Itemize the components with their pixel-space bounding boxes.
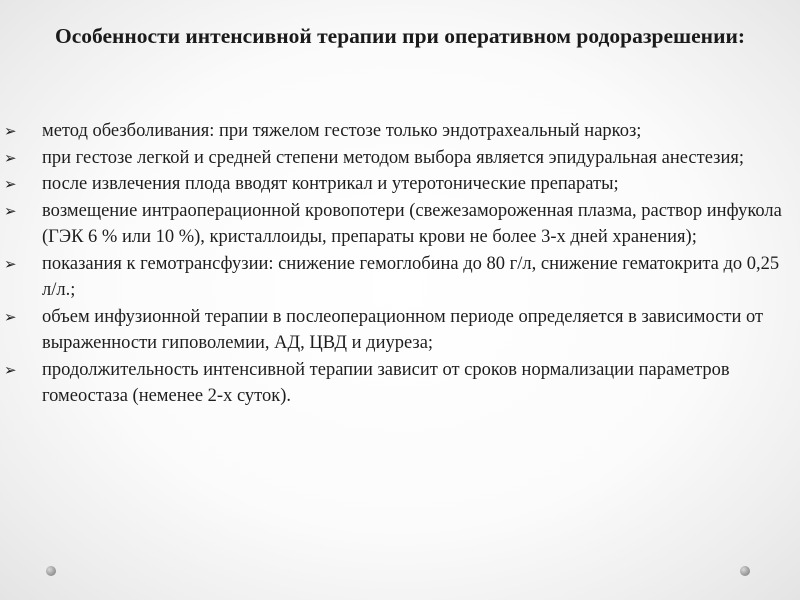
list-item-text: объем инфузионной терапии в послеоперационном периоде определяется в зависимости от выраженности гиповолемии, АД, ЦВД и диуреза;	[42, 306, 764, 353]
decorative-dot-left	[46, 566, 56, 576]
list-item-text: при гестозе легкой и средней степени методом выбора является эпидуральная анестезия;	[42, 147, 744, 168]
bullet-list	[4, 118, 784, 410]
arrow-bullet-icon: ➢	[4, 201, 17, 220]
arrow-bullet-icon: ➢	[4, 122, 17, 140]
list-item	[4, 171, 784, 198]
list-item	[4, 304, 784, 357]
list-item	[4, 145, 784, 172]
slide-title: Особенности интенсивной терапии при оперативном родоразрешении:	[54, 24, 745, 48]
list-item	[4, 251, 784, 304]
list-item-text: показания к гемотрансфузии: снижение гемоглобина до 80 г/л, снижение гематокрита до 0,25 л/л.;	[42, 253, 780, 300]
arrow-bullet-icon: ➢	[4, 307, 17, 326]
list-item	[4, 118, 784, 145]
list-item-text: продолжительность интенсивной терапии зависит от сроков нормализации параметров гомеостаза (неменее 2-х суток).	[42, 359, 730, 406]
list-item	[4, 357, 784, 410]
arrow-bullet-icon: ➢	[4, 175, 17, 193]
decorative-dot-right	[740, 566, 750, 576]
list-item	[4, 198, 784, 251]
list-item-text: после извлечения плода вводят контрикал и утеротонические препараты;	[42, 174, 619, 194]
arrow-bullet-icon: ➢	[4, 360, 17, 379]
list-item-text: метод обезболивания: при тяжелом гестозе только эндотрахеальный наркоз;	[42, 121, 642, 141]
arrow-bullet-icon: ➢	[4, 254, 17, 273]
list-item-text: возмещение интраоперационной кровопотери (свежезамороженная плазма, раствор инфукола (ГЭК 6 % или 10 %), кристаллоиды, препараты крови не более 3-х дней хранения);	[42, 200, 782, 247]
arrow-bullet-icon: ➢	[4, 148, 17, 167]
